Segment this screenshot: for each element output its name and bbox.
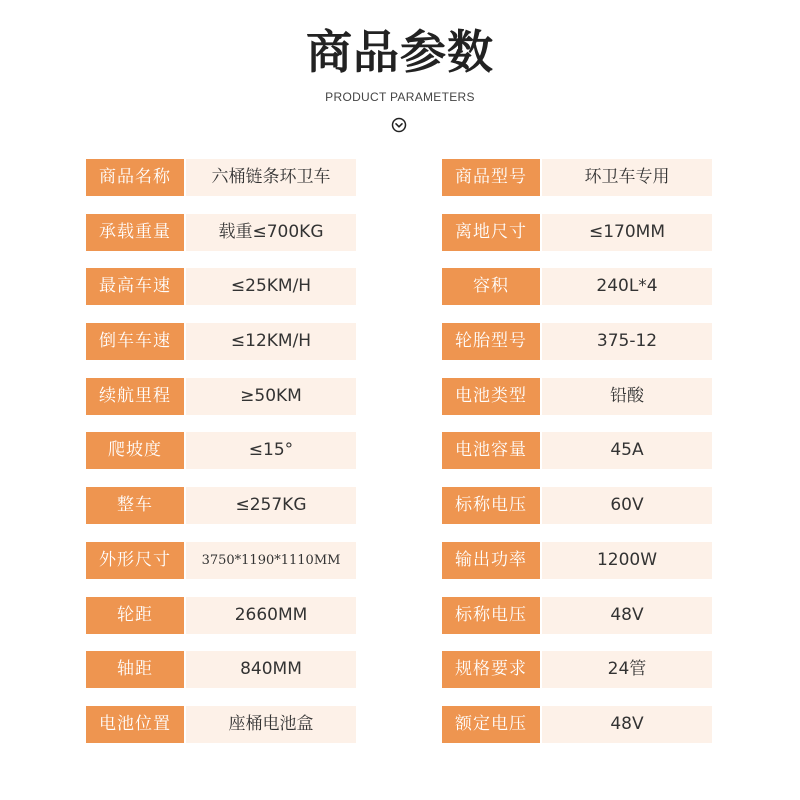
param-label: 电池位置 [86, 706, 184, 743]
param-row [442, 323, 712, 360]
param-row [442, 542, 712, 579]
param-label: 轴距 [86, 651, 184, 688]
param-row [86, 487, 356, 524]
param-value: ≤15° [186, 432, 356, 469]
param-label: 标称电压 [442, 487, 540, 524]
param-row [442, 268, 712, 305]
left-parameter-column [86, 159, 356, 761]
param-row [442, 651, 712, 688]
param-label: 容积 [442, 268, 540, 305]
param-value: 60V [542, 487, 712, 524]
param-label: 标称电压 [442, 597, 540, 634]
param-label: 轮胎型号 [442, 323, 540, 360]
param-row [86, 597, 356, 634]
param-label: 电池容量 [442, 432, 540, 469]
param-row [86, 378, 356, 415]
param-value: 375-12 [542, 323, 712, 360]
param-label: 输出功率 [442, 542, 540, 579]
param-value: 铅酸 [542, 378, 712, 415]
param-value: 45A [542, 432, 712, 469]
param-value: ≥50KM [186, 378, 356, 415]
param-row [86, 432, 356, 469]
param-label: 整车 [86, 487, 184, 524]
param-value: 2660MM [186, 597, 356, 634]
param-row [86, 542, 356, 579]
param-label: 续航里程 [86, 378, 184, 415]
param-value: ≤12KM/H [186, 323, 356, 360]
param-value: ≤25KM/H [186, 268, 356, 305]
param-value: 240L*4 [542, 268, 712, 305]
param-value: 24管 [542, 651, 712, 688]
param-value: ≤257KG [186, 487, 356, 524]
param-value: 48V [542, 597, 712, 634]
param-row [86, 706, 356, 743]
param-label: 轮距 [86, 597, 184, 634]
param-row [442, 378, 712, 415]
param-label: 离地尺寸 [442, 214, 540, 251]
param-label: 规格要求 [442, 651, 540, 688]
param-value: ≤170MM [542, 214, 712, 251]
param-value: 48V [542, 706, 712, 743]
param-value: 座桶电池盒 [186, 706, 356, 743]
param-row [442, 159, 712, 196]
param-label: 倒车车速 [86, 323, 184, 360]
param-value: 六桶链条环卫车 [186, 159, 356, 196]
param-row [86, 323, 356, 360]
right-parameter-column [442, 159, 712, 761]
param-row [86, 214, 356, 251]
param-label: 外形尺寸 [86, 542, 184, 579]
param-row [86, 651, 356, 688]
param-label: 承载重量 [86, 214, 184, 251]
param-row [442, 487, 712, 524]
param-value: 环卫车专用 [542, 159, 712, 196]
page-title: 商品参数 [306, 25, 494, 79]
chevron-down-circle-icon [391, 117, 407, 133]
page-subtitle: PRODUCT PARAMETERS [325, 90, 475, 104]
param-value: 载重≤700KG [186, 214, 356, 251]
param-row [86, 159, 356, 196]
param-label: 商品名称 [86, 159, 184, 196]
param-row [442, 597, 712, 634]
param-label: 商品型号 [442, 159, 540, 196]
param-row [442, 214, 712, 251]
param-row [442, 432, 712, 469]
param-label: 最高车速 [86, 268, 184, 305]
param-label: 额定电压 [442, 706, 540, 743]
param-row [442, 706, 712, 743]
param-value: 1200W [542, 542, 712, 579]
param-value: 3750*1190*1110MM [186, 542, 356, 579]
param-value: 840MM [186, 651, 356, 688]
param-label: 电池类型 [442, 378, 540, 415]
param-label: 爬坡度 [86, 432, 184, 469]
param-row [86, 268, 356, 305]
